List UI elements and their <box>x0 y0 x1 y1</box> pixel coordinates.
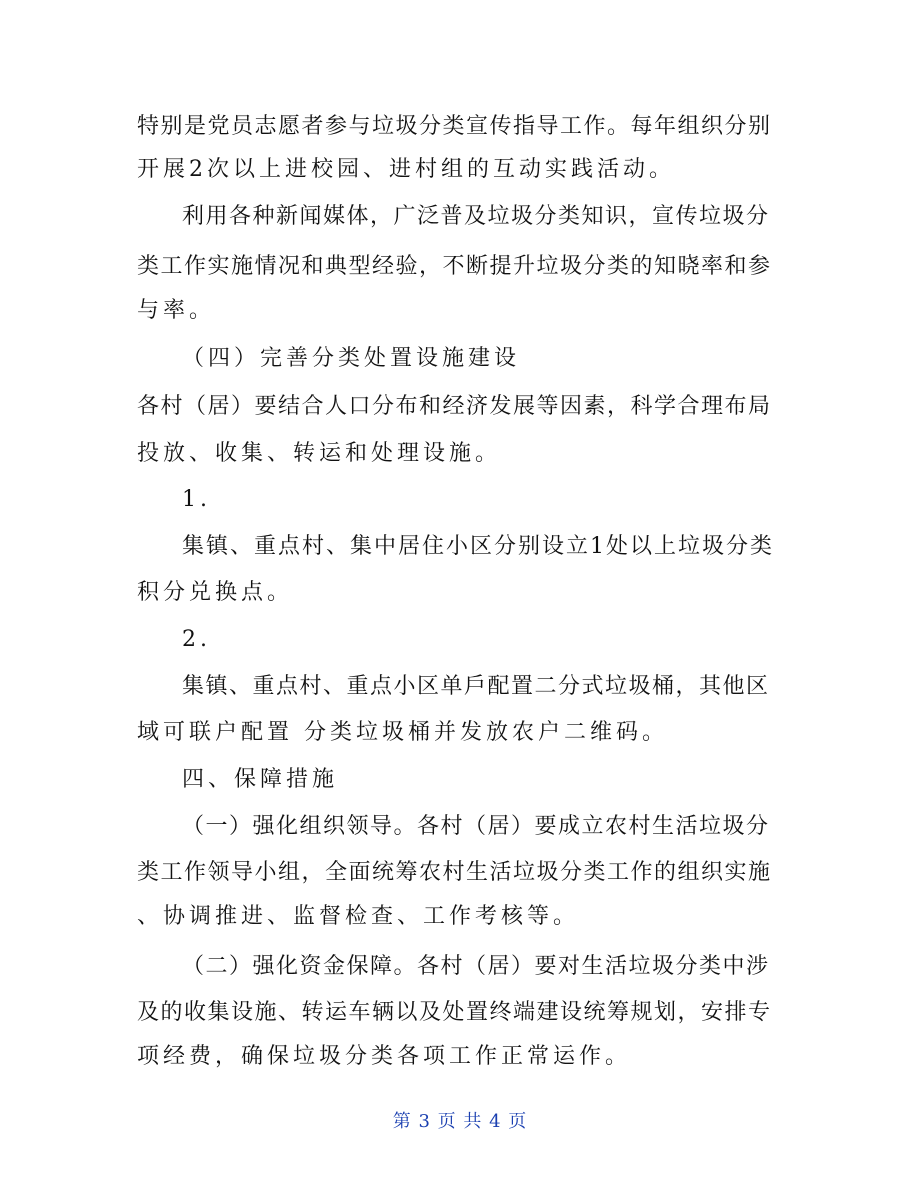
text-line: 域可联户配置 分类垃圾桶并发放农户二维码。 <box>137 720 668 745</box>
text-line: 、协调推进、监督检查、工作考核等。 <box>137 904 580 929</box>
text-line: 集镇、重点村、重点小区单戶配置二分式垃圾桶，其他区 <box>182 674 770 699</box>
list-number: 2. <box>182 627 211 652</box>
section-heading: （四）完善分类处置设施建设 <box>182 346 521 371</box>
section-heading: 四、保障措施 <box>182 767 339 792</box>
text-line: 投放、收集、转运和处理设施。 <box>137 441 502 466</box>
text-line: 项经费，确保垃圾分类各项工作正常运作。 <box>137 1044 632 1069</box>
text-line: 开展2次以上进校园、进村组的互动实践活动。 <box>137 157 675 182</box>
text-line: 利用各种新闻媒体，广泛普及垃圾分类知识，宣传垃圾分 <box>182 204 770 229</box>
text-line: （一）强化组织领导。各村（居）要成立农村生活垃圾分 <box>182 814 770 839</box>
text-line: 各村（居）要结合人口分布和经济发展等因素，科学合理布局 <box>137 394 772 419</box>
text-line: （二）强化资金保障。各村（居）要对生活垃圾分类中涉 <box>182 954 770 979</box>
text-line: 类工作领导小组，全面统筹农村生活垃圾分类工作的组织实施 <box>137 860 772 885</box>
text-line: 特别是党员志愿者参与垃圾分类宣传指导工作。每年组织分别 <box>137 114 772 139</box>
text-line: 与率。 <box>137 298 216 323</box>
text-line: 积分兑换点。 <box>137 580 294 605</box>
text-line: 类工作实施情况和典型经验，不断提升垃圾分类的知晓率和参 <box>137 254 772 279</box>
text-line: 集镇、重点村、集中居住小区分别设立1处以上垃圾分类 <box>182 534 774 559</box>
list-number: 1. <box>182 487 211 512</box>
page-footer: 第 3 页 共 4 页 <box>392 1111 528 1132</box>
text-line: 及的收集设施、转运车辆以及处置终端建设统筹规划，安排专 <box>137 1000 772 1025</box>
